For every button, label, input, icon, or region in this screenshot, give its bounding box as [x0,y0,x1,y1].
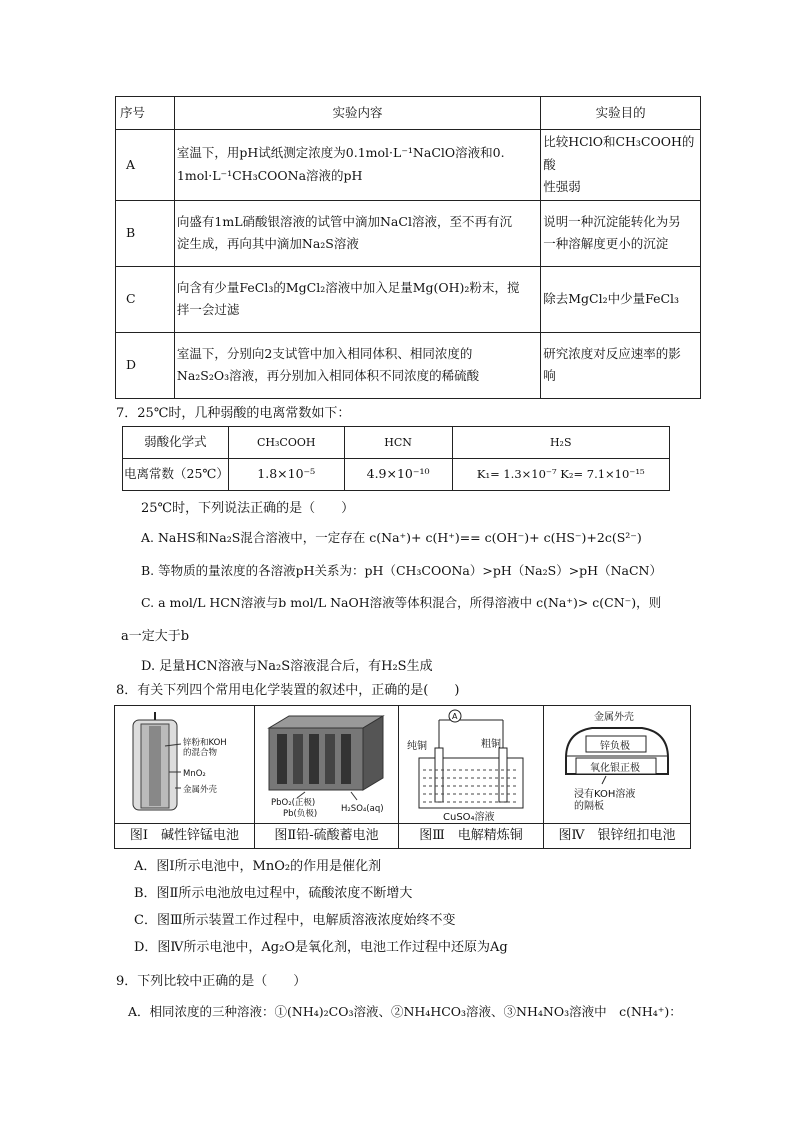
question-7-option-a: A. NaHS和Na₂S混合溶液中，一定存在 c(Na⁺)+ c(H⁺)== c(OH⁻)+ c(HS⁻)+2c(S²⁻) [141,530,642,545]
row-content [174,266,540,332]
row-content-line: 室温下，分别向2支试管中加入相同体积、相同浓度的 [176,345,473,361]
label-mno2: MnO₂ [183,769,206,779]
question-8-option-a: A．图Ⅰ所示电池中，MnO₂的作用是催化剂 [134,859,382,874]
label-zinc-koh: 锌粉和KOH [183,738,227,748]
row-id: B [116,200,175,266]
ionization-constant-table [122,426,670,491]
constant-value: 4.9×10⁻¹⁰ [344,459,452,491]
question-8-option-d: D．图Ⅳ所示电池中，Ag₂O是氧化剂，电池工作过程中还原为Ag [134,940,508,955]
question-7-option-d: D. 足量HCN溶液与Na₂S溶液混合后，有H₂S生成 [141,659,433,674]
row-purpose-line: 说明一种沉淀能转化为另 [543,213,681,229]
row-purpose-line: 研究浓度对反应速率的影 [543,345,681,361]
copper-refining-diagram [399,706,543,823]
table-row [123,427,670,459]
caption-fig-4: 图Ⅳ 银锌纽扣电池 [544,824,691,849]
row-content-line: 拌一会过滤 [176,302,240,317]
row-purpose-line: 一种溶解度更小的沉淀 [543,236,669,251]
row-purpose [541,332,701,398]
figure-lead-acid-battery [255,706,399,824]
caption-fig-2: 图Ⅱ铅-硫酸蓄电池 [255,824,399,849]
label-h2so4: H₂SO₄(aq) [341,804,384,814]
row-label: 电离常数（25℃） [123,459,229,491]
label-koh-separator: 浸有KOH溶液 [574,789,636,800]
electrochemistry-figure-table [114,705,691,849]
row-content-line: 室温下，用pH试纸测定浓度为0.1mol·L⁻¹NaClO溶液和0. [176,145,505,161]
label-silver-oxide: 氧化银正极 [590,763,640,774]
question-8-option-c: C．图Ⅲ所示装置工作过程中，电解质溶液浓度始终不变 [134,913,456,928]
caption-fig-3: 图Ⅲ 电解精炼铜 [399,824,544,849]
row-purpose [541,130,701,201]
table-row [123,459,670,491]
row-content-line: 向含有少量FeCl₃的MgCl₂溶液中加入足量Mg(OH)₂粉末，搅 [176,279,520,295]
row-content-line: Na₂S₂O₃溶液，再分别加入相同体积不同浓度的稀硫酸 [176,368,480,383]
row-purpose [541,266,701,332]
caption-fig-1: 图Ⅰ 碱性锌锰电池 [115,824,255,849]
row-content [174,130,540,201]
label-metal-case: 金属外壳 [183,785,218,795]
figure-caption-row [115,824,691,849]
question-7-option-c-cont: a一定大于b [121,629,190,644]
question-7-stem: 7．25℃时，几种弱酸的电离常数如下： [116,406,351,421]
table-header-row [116,97,701,130]
row-content-line: 淀生成，再向其中滴加Na₂S溶液 [176,236,359,251]
row-label: 弱酸化学式 [123,427,229,459]
row-content [174,200,540,266]
row-purpose [541,200,701,266]
question-8-option-b: B．图Ⅱ所示电池放电过程中，硫酸浓度不断增大 [134,886,413,901]
figure-copper-refining [399,706,544,824]
row-id: A [116,130,175,201]
question-8-stem: 8．有关下列四个常用电化学装置的叙述中，正确的是( ) [116,683,460,698]
label-mixture: 的混合物 [183,748,218,758]
figure-alkaline-battery [115,706,255,824]
ammeter-label: A [452,712,458,721]
acid-formula: HCN [344,427,452,459]
header-purpose: 实验目的 [541,97,701,130]
label-pb: Pb(负极) [283,809,318,819]
label-zinc-anode: 锌负极 [600,741,630,752]
label-metal-shell: 金属外壳 [594,712,634,723]
question-7-option-b: B. 等物质的量浓度的各溶液pH关系为：pH（CH₃COONa）>pH（Na₂S）>pH（NaCN） [141,563,662,578]
constant-value: 1.8×10⁻⁵ [228,459,344,491]
table-row [116,200,701,266]
alkaline-battery-diagram [115,706,254,823]
row-purpose-line: 响 [543,368,556,383]
row-content [174,332,540,398]
acid-formula: CH₃COOH [228,427,344,459]
table-row [116,332,701,398]
question-9-stem: 9．下列比较中正确的是（ ） [116,974,307,989]
row-content-line: 1mol·L⁻¹CH₃COONa溶液的pH [176,167,363,183]
experiment-table [115,96,701,399]
table-row [116,266,701,332]
label-cuso4: CuSO₄溶液 [443,812,495,823]
row-purpose-line: 比较HClO和CH₃COOH的酸 [543,134,695,172]
header-content: 实验内容 [174,97,540,130]
label-crude-copper: 粗铜 [481,739,501,750]
row-id: C [116,266,175,332]
label-pbo2: PbO₂(正极) [271,798,316,808]
question-7-option-c: C. a mol/L HCN溶液与b mol/L NaOH溶液等体积混合，所得溶液中 c(Na⁺)> c(CN⁻)，则 [141,595,662,610]
label-separator: 的隔板 [574,801,604,812]
label-pure-copper: 纯铜 [407,741,427,752]
header-id: 序号 [116,97,175,130]
table-row [116,130,701,201]
question-9-option-a: A．相同浓度的三种溶液：①(NH₄)₂CO₃溶液、②NH₄HCO₃溶液、③NH₄NO₃溶液中 c(NH₄⁺)： [128,1004,682,1019]
figure-button-battery [544,706,691,824]
row-content-line: 向盛有1mL硝酸银溶液的试管中滴加NaCl溶液，至不再有沉 [176,213,512,229]
row-purpose-line: 性强弱 [543,179,581,194]
question-7-prompt: 25℃时，下列说法正确的是（ ） [141,501,355,516]
constant-value: K₁= 1.3×10⁻⁷ K₂= 7.1×10⁻¹⁵ [452,459,670,491]
row-id: D [116,332,175,398]
acid-formula: H₂S [452,427,670,459]
row-purpose-line: 除去MgCl₂中少量FeCl₃ [543,290,680,306]
